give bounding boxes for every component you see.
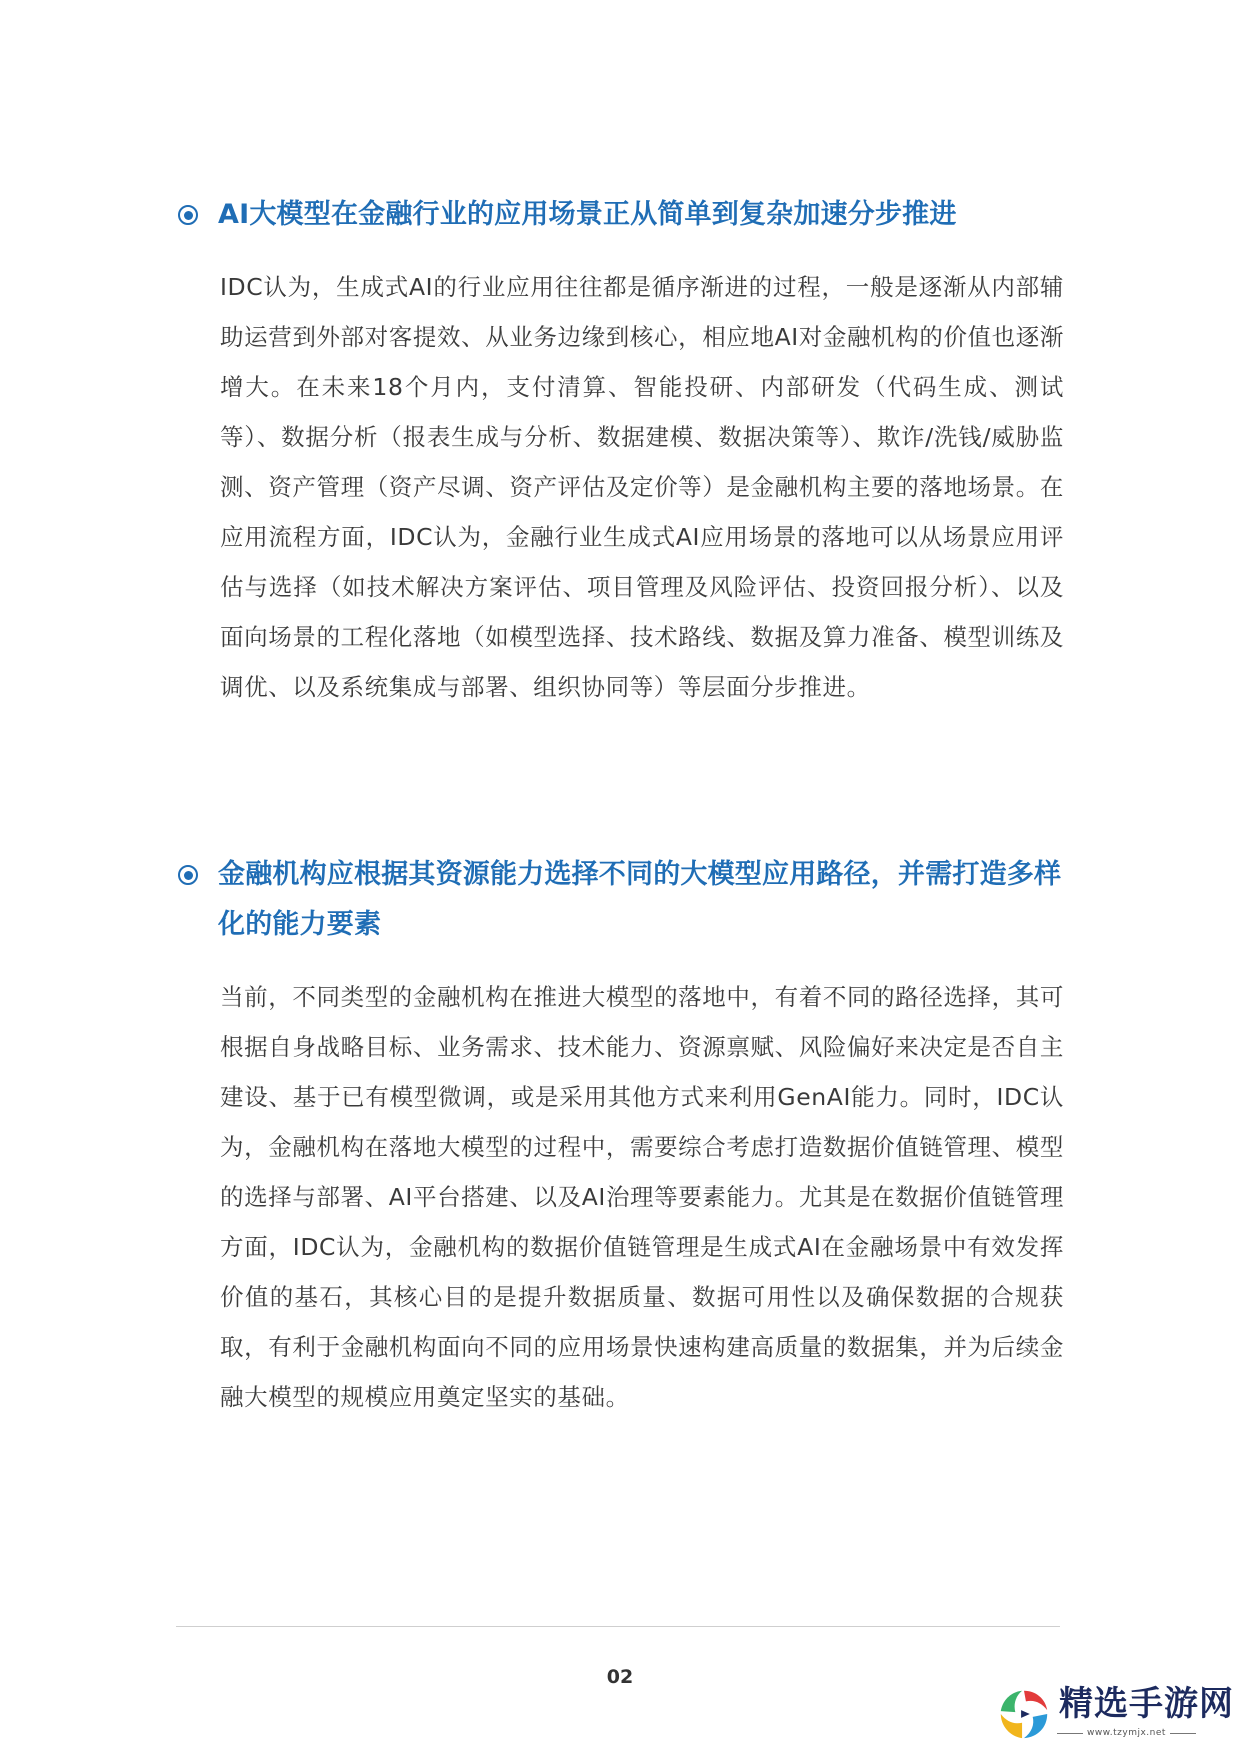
section-2-paragraph: 当前，不同类型的金融机构在推进大模型的落地中，有着不同的路径选择，其可根据自身战略目标、业务需求、技术能力、资源禀赋、风险偏好来决定是否自主建设、基于已有模型微调，或是采用其他方式来利用GenAI能力。同时，IDC认为，金融机构在落地大模型的过程中，需要综合考虑打造数据价值链管理、模型的选择与部署、AI平台搭建、以及AI治理等要素能力。尤其是在数据价值链管理方面，IDC认为，金融机构的数据价值链管理是生成式AI在金融场景中有效发挥价值的基石，其核心目的是提升数据质量、数据可用性以及确保数据的合规获取，有利于金融机构面向不同的应用场景快速构建高质量的数据集，并为后续金融大模型的规模应用奠定坚实的基础。 <box>220 983 1064 1411</box>
section-heading <box>178 850 1064 950</box>
section-2-title: 金融机构应根据其资源能力选择不同的大模型应用路径，并需打造多样化的能力要素 <box>218 859 1062 940</box>
radio-bullet-icon <box>178 205 198 225</box>
section-1-title: AI大模型在金融行业的应用场景正从简单到复杂加速分步推进 <box>218 199 957 230</box>
section-1 <box>178 190 1064 712</box>
watermark-url: www.tzymjx.net <box>1087 1728 1166 1738</box>
page-number: 02 <box>606 1666 634 1688</box>
brand-swirl-icon <box>995 1684 1053 1744</box>
section-heading <box>178 190 1064 240</box>
section-1-paragraph: IDC认为，生成式AI的行业应用往往都是循序渐进的过程，一般是逐渐从内部辅助运营到外部对客提效、从业务边缘到核心，相应地AI对金融机构的价值也逐渐增大。在未来18个月内，支付清算、智能投研、内部研发（代码生成、测试等）、数据分析（报表生成与分析、数据建模、数据决策等）、欺诈/洗钱/威胁监测、资产管理（资产尽调、资产评估及定价等）是金融机构主要的落地场景。在应用流程方面，IDC认为，金融行业生成式AI应用场景的落地可以从场景应用评估与选择（如技术解决方案评估、项目管理及风险评估、投资回报分析）、以及面向场景的工程化落地（如模型选择、技术路线、数据及算力准备、模型训练及调优、以及系统集成与部署、组织协同等）等层面分步推进。 <box>220 273 1064 701</box>
watermark-name: 精选手游网 <box>1059 1684 1234 1724</box>
section-2 <box>178 850 1064 1422</box>
footer-divider <box>176 1626 1060 1627</box>
radio-bullet-icon <box>178 865 198 885</box>
watermark-logo <box>995 1682 1235 1748</box>
